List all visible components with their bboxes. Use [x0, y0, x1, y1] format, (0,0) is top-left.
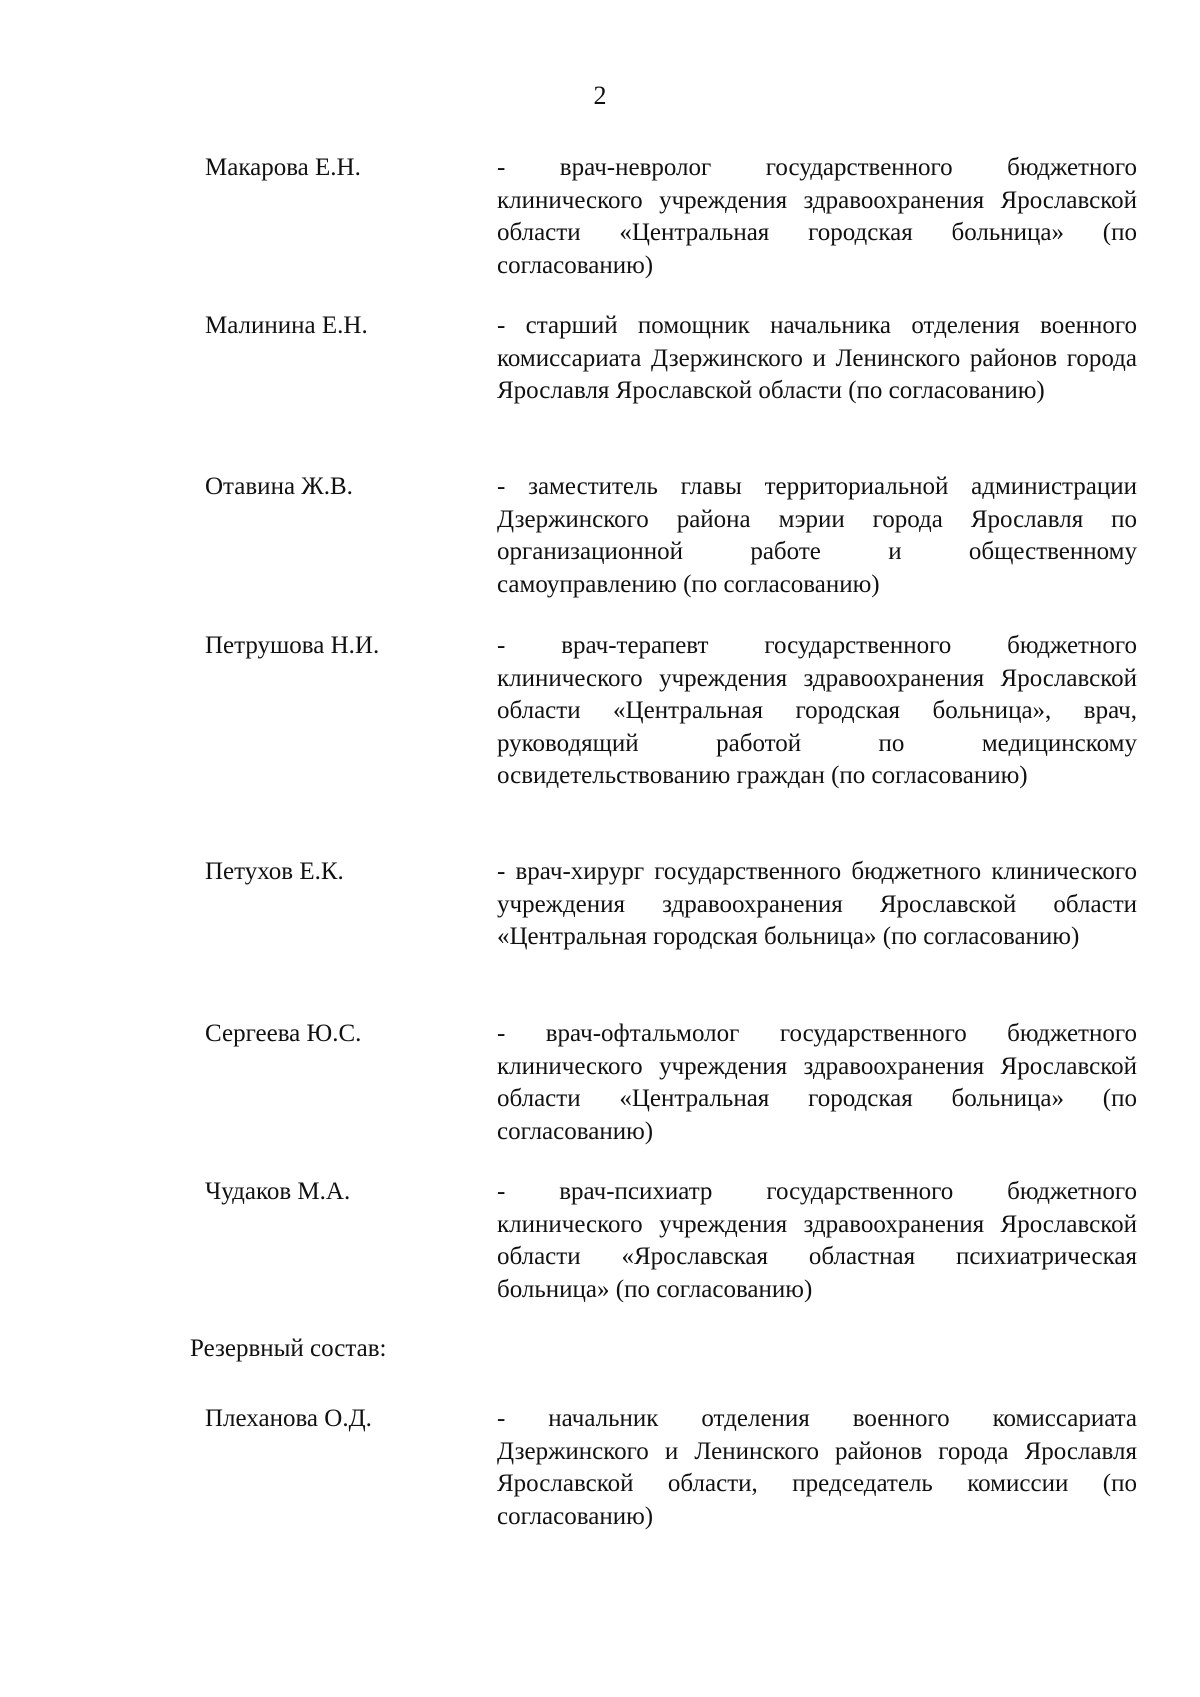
member-name: Плеханова О.Д. [205, 1405, 372, 1432]
member-name: Сергеева Ю.С. [205, 1020, 362, 1047]
member-role: - заместитель главы территориальной администрации Дзержинского района мэрии города Ярославля по организационной работе и общественному самоуправлению (по согласованию) [497, 473, 1137, 598]
member-role: - врач-хирург государственного бюджетного клинического учреждения здравоохранения Ярославской области «Центральная городская больница» (по согласованию) [497, 858, 1137, 950]
reserve-heading: Резервный состав: [190, 1335, 387, 1362]
member-role: - врач-терапевт государственного бюджетного клинического учреждения здравоохранения Ярославской области «Центральная городская больница», врач, руководящий работой по медицинскому освидетельствованию граждан (по согласованию) [497, 632, 1137, 789]
member-role: - врач-невролог государственного бюджетного клинического учреждения здравоохранения Ярославской области «Центральная городская больница» (по согласованию) [497, 154, 1137, 279]
member-role: - врач-офтальмолог государственного бюджетного клинического учреждения здравоохранения Ярославской области «Центральная городская больница» (по согласованию) [497, 1020, 1137, 1145]
member-role: - врач-психиатр государственного бюджетного клинического учреждения здравоохранения Ярославской области «Ярославская областная психиатрическая больница» (по согласованию) [497, 1178, 1137, 1303]
member-name: Петухов Е.К. [205, 858, 344, 885]
member-role: - начальник отделения военного комиссариата Дзержинского и Ленинского районов города Ярославля Ярославской области, председатель комиссии (по согласованию) [497, 1405, 1137, 1530]
page-number: 2 [593, 81, 607, 110]
member-name: Чудаков М.А. [205, 1178, 351, 1205]
member-role: - старший помощник начальника отделения военного комиссариата Дзержинского и Ленинского районов города Ярославля Ярославской области (по согласованию) [497, 312, 1137, 404]
member-name: Макарова Е.Н. [205, 154, 361, 181]
member-name: Малинина Е.Н. [205, 312, 368, 339]
member-name: Отавина Ж.В. [205, 473, 353, 500]
member-name: Петрушова Н.И. [205, 632, 380, 659]
